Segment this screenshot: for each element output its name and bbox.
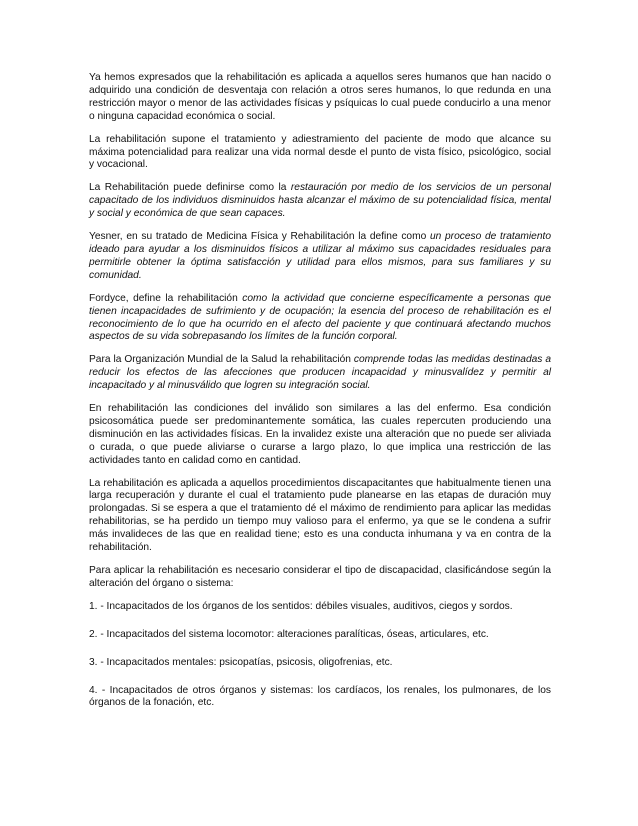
text-run: En rehabilitación las condiciones del inválido son similares a las del enfermo. Esa condición psicosomática puede ser predominantemente somática, las cuales repercuten produciendo una disminución en las actividades físicas. En la invalidez existe una alteración que no puede ser aliviada o curada, o que puede aliviarse o curarse a largo plazo, lo que implica una restricción de las actividades tanto en calidad como en cantidad. (89, 403, 551, 466)
paragraph-fordyce (89, 293, 551, 345)
paragraph-group (89, 72, 551, 591)
text-run: Fordyce, define la rehabilitación (89, 292, 243, 304)
italic-quote: restauración por medio de los servicios de un personal capacitado de los individuos disminuidos hasta alcanzar el máximo de su potencialidad física, mental y social y económica de que sean capaces. (89, 182, 551, 220)
paragraph-procedimientos (89, 478, 551, 555)
list-item: 3. - Incapacitados mentales: psicopatías, psicosis, oligofrenias, etc. (89, 656, 393, 668)
list-item: 2. - Incapacitados del sistema locomotor: alteraciones paralíticas, óseas, articulares, etc. (89, 628, 489, 640)
text-run: La Rehabilitación puede definirse como la (89, 182, 291, 194)
list-item: 4. - Incapacitados de otros órganos y sistemas: los cardíacos, los renales, los pulmonares, de los órganos de la fonación, etc. (89, 684, 551, 709)
italic-quote: como la actividad que concierne específicamente a personas que tienen incapacidades de sufrimiento y de ocupación; la esencia del proceso de rehabilitación es el reconocimiento de lo que ha ocurrido en el afecto del paciente y que continuará afectando muchos aspectos de su vida sobrepasando los límites de la función corporal. (89, 292, 552, 343)
text-run: La rehabilitación supone el tratamiento y adiestramiento del paciente de modo que alcance su máxima potencialidad para realizar una vida normal desde el punto de vista físico, psicológico, social y vocacional. (89, 133, 551, 171)
paragraph-rehab-supone (89, 134, 551, 173)
paragraph-clasificacion (89, 565, 551, 591)
italic-quote: comprende todas las medidas destinadas a reducir los efectos de las afecciones que producen incapacidad y minusvalídez y permitir al incapacitado y al minusválido que logren su integración social. (89, 354, 551, 392)
text-run: Ya hemos expresados que la rehabilitación es aplicada a aquellos seres humanos que han nacido o adquirido una condición de desventaja con relación a otros seres humanos, lo que redunda en una restricción mayor o menor de las actividades físicas y psíquicas lo cual puede conducirlo a una menor o ninguna capacidad económica o social. (89, 72, 551, 122)
document-page (89, 72, 551, 725)
text-run: La rehabilitación es aplicada a aquellos procedimientos discapacitantes que habitualmente tienen una larga recuperación y durante el cual el tratamiento pude planearse en las etapas de duración muy prolongadas. Si se espera a que el tratamiento dé el máximo de rendimiento para aplicar las medidas rehabilitorias, se ha perdido un tiempo muy valioso para el enfermo, ya que se le condena a sufrir más invalideces de las que en realidad tiene; esto es una conducta inhumana y va en contra de la rehabilitación. (89, 477, 551, 554)
paragraph-yesner (89, 231, 551, 283)
paragraph-definicion (89, 182, 551, 221)
paragraph-intro (89, 72, 551, 124)
text-run: Para aplicar la rehabilitación es necesario considerar el tipo de discapacidad, clasificándose según la alteración del órgano o sistema: (89, 565, 551, 589)
paragraph-condiciones (89, 403, 551, 468)
paragraph-oms (89, 354, 551, 393)
list-item: 1. - Incapacitados de los órganos de los sentidos: débiles visuales, auditivos, ciegos y sordos. (89, 600, 513, 612)
italic-quote: un proceso de tratamiento ideado para ayudar a los disminuidos físicos a utilizar al máximo sus capacidades residuales para permitirle obtener la óptima satisfacción y utilidad para ellos mismos, para sus familiares y su comunidad. (89, 231, 551, 281)
text-run: Yesner, en su tratado de Medicina Física y Rehabilitación la define como (89, 231, 430, 243)
text-run: Para la Organización Mundial de la Salud la rehabilitación (89, 354, 354, 366)
disability-classification-list (89, 601, 551, 711)
